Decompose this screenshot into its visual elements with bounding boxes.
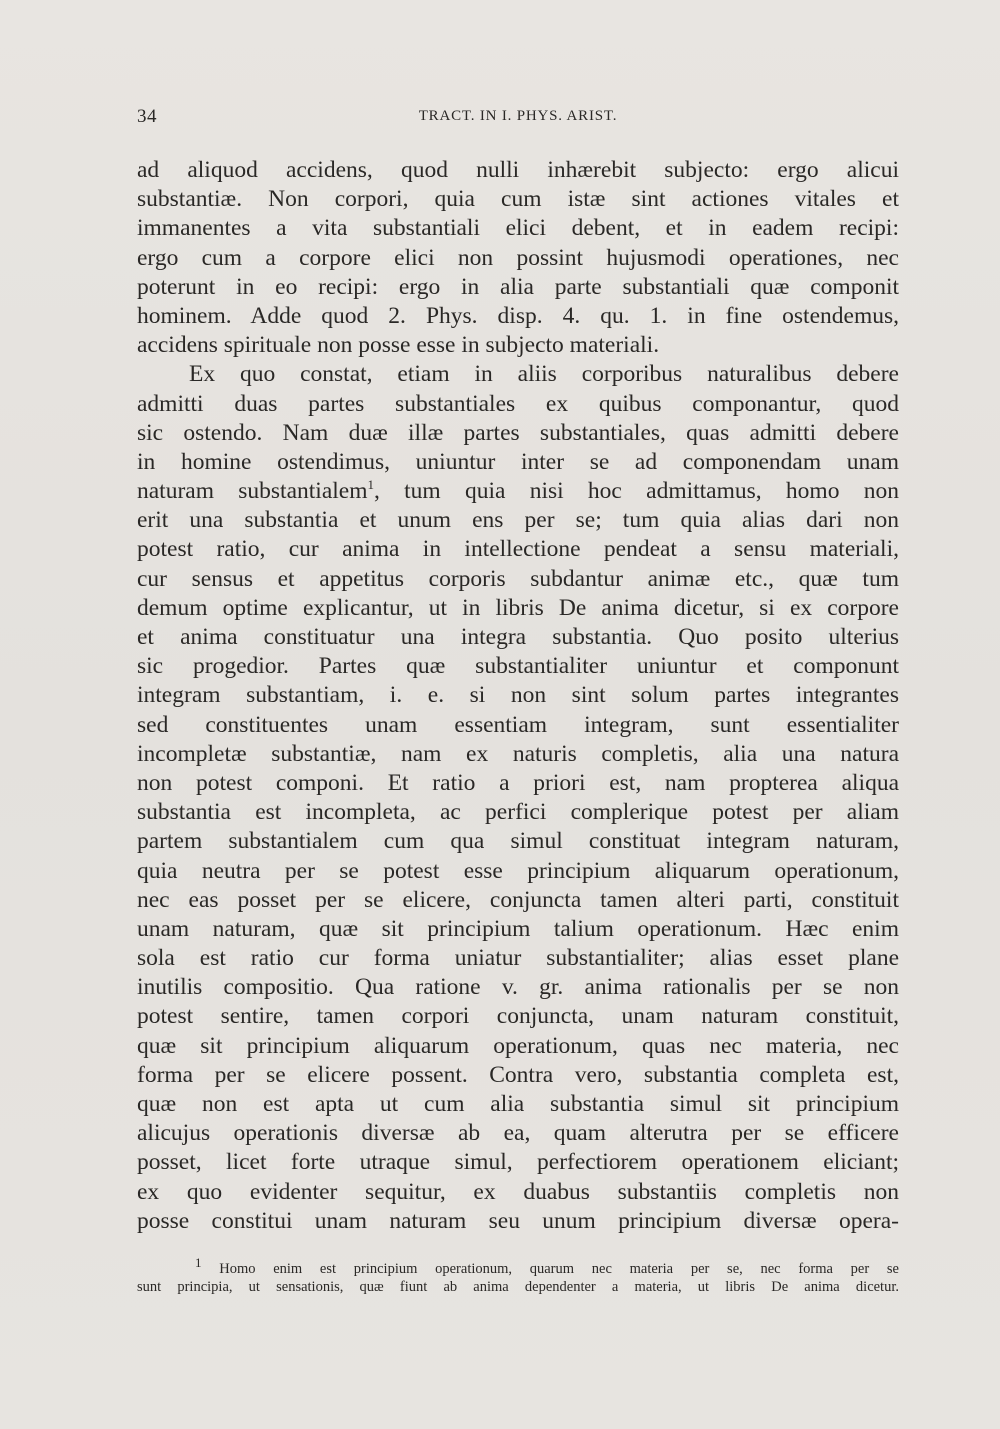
text-line: et anima constituatur una integra substantia. Quo posito ulterius: [137, 624, 899, 650]
page-number: 34: [137, 106, 157, 127]
text-line: incompletæ substantiæ, nam ex naturis completis, alia una natura: [137, 740, 899, 767]
text-line: quæ non est apta ut cum alia substantia simul sit principium: [137, 1091, 899, 1117]
text-line: immanentes a vita substantiali elici debent, et in eadem recipi:: [137, 215, 899, 242]
running-head: TRACT. IN I. PHYS. ARIST.: [418, 108, 618, 124]
text-line: alicujus operationis diversæ ab ea, quam alterutra per se efficere: [137, 1120, 899, 1147]
body-text: [137, 156, 899, 1236]
text-line: ergo cum a corpore elici non possint hujusmodi operationes, nec: [137, 244, 899, 271]
text-fragment: naturam substantialem: [137, 478, 368, 505]
page-header: [137, 106, 899, 132]
text-line: posset, licet forte utraque simul, perfectiorem operationem eliciant;: [137, 1149, 899, 1176]
text-line: potest sentire, tamen corpori conjuncta, unam naturam constituit,: [137, 1003, 899, 1030]
text-line: posse constitui unam naturam seu unum principium diversæ opera-: [137, 1207, 899, 1234]
text-line: in homine ostendimus, uniuntur inter se ad componendam unam: [137, 448, 899, 475]
text-line: quæ sit principium aliquarum operationum, quas nec materia, nec: [137, 1032, 899, 1059]
text-line: cur sensus et appetitus corporis subdantur animæ etc., quæ tum: [137, 565, 899, 592]
text-line: quia neutra per se potest esse principium aliquarum operationum,: [137, 857, 899, 884]
text-line: sola est ratio cur forma uniatur substantialiter; alias esset plane: [137, 945, 899, 972]
text-line: admitti duas partes substantiales ex quibus componantur, quod: [137, 390, 899, 417]
text-line: demum optime explicantur, ut in libris De anima dicetur, si ex corpore: [137, 594, 899, 621]
paragraph-first-line: Ex quo constat, etiam in aliis corporibus naturalibus debere: [189, 361, 899, 388]
footnotes: [137, 1255, 899, 1296]
text-line: nec eas posset per se elicere, conjuncta tamen alteri parti, constituit: [137, 886, 899, 913]
footnote-text: Homo enim est principium operationum, quarum nec materia per se, nec forma per se: [219, 1261, 899, 1277]
footnote-mark: 1: [195, 1255, 202, 1271]
text-line: sed constituentes unam essentiam integram, sunt essentialiter: [137, 711, 899, 738]
text-line: sic progedior. Partes quæ substantialiter uniuntur et componunt: [137, 653, 899, 680]
text-line: partem substantialem cum qua simul constituat integram naturam,: [137, 828, 899, 855]
text-line: hominem. Adde quod 2. Phys. disp. 4. qu. 1. in fine ostendemus,: [137, 302, 899, 329]
text-line: potest ratio, cur anima in intellectione pendeat a sensu materiali,: [137, 536, 899, 563]
text-line-with-footnote-ref: [137, 477, 899, 506]
text-line: poterunt in eo recipi: ergo in alia parte substantiali quæ componit: [137, 273, 899, 300]
text-line: unam naturam, quæ sit principium talium operationum. Hæc enim: [137, 915, 899, 942]
text-fragment: , tum quia nisi hoc admittamus, homo non: [374, 478, 899, 505]
text-line: non potest componi. Et ratio a priori est, nam propterea aliqua: [137, 769, 899, 796]
text-line: sic ostendo. Nam duæ illæ partes substantiales, quas admitti debere: [137, 419, 899, 446]
text-line: inutilis compositio. Qua ratione v. gr. anima rationalis per se non: [137, 974, 899, 1001]
text-line: ex quo evidenter sequitur, ex duabus substantiis completis non: [137, 1178, 899, 1205]
text-line: integram substantiam, i. e. si non sint solum partes integrantes: [137, 682, 899, 709]
text-line: substantia est incompleta, ac perfici complerique potest per aliam: [137, 799, 899, 826]
footnote-reference[interactable]: 1: [367, 477, 374, 493]
footnote-line: sunt principia, ut sensationis, quæ fiunt ab anima dependenter a materia, ut libris De anima dicetur.: [137, 1279, 899, 1295]
text-line: erit una substantia et unum ens per se; tum quia alias dari non: [137, 507, 899, 534]
text-line: forma per se elicere possent. Contra vero, substantia completa est,: [137, 1061, 899, 1088]
footnote-line: [137, 1255, 899, 1278]
text-line: accidens spirituale non posse esse in subjecto materiali.: [137, 332, 660, 359]
text-line: substantiæ. Non corpori, quia cum istæ sint actiones vitales et: [137, 186, 899, 213]
text-line: ad aliquod accidens, quod nulli inhærebit subjecto: ergo alicui: [137, 157, 899, 183]
